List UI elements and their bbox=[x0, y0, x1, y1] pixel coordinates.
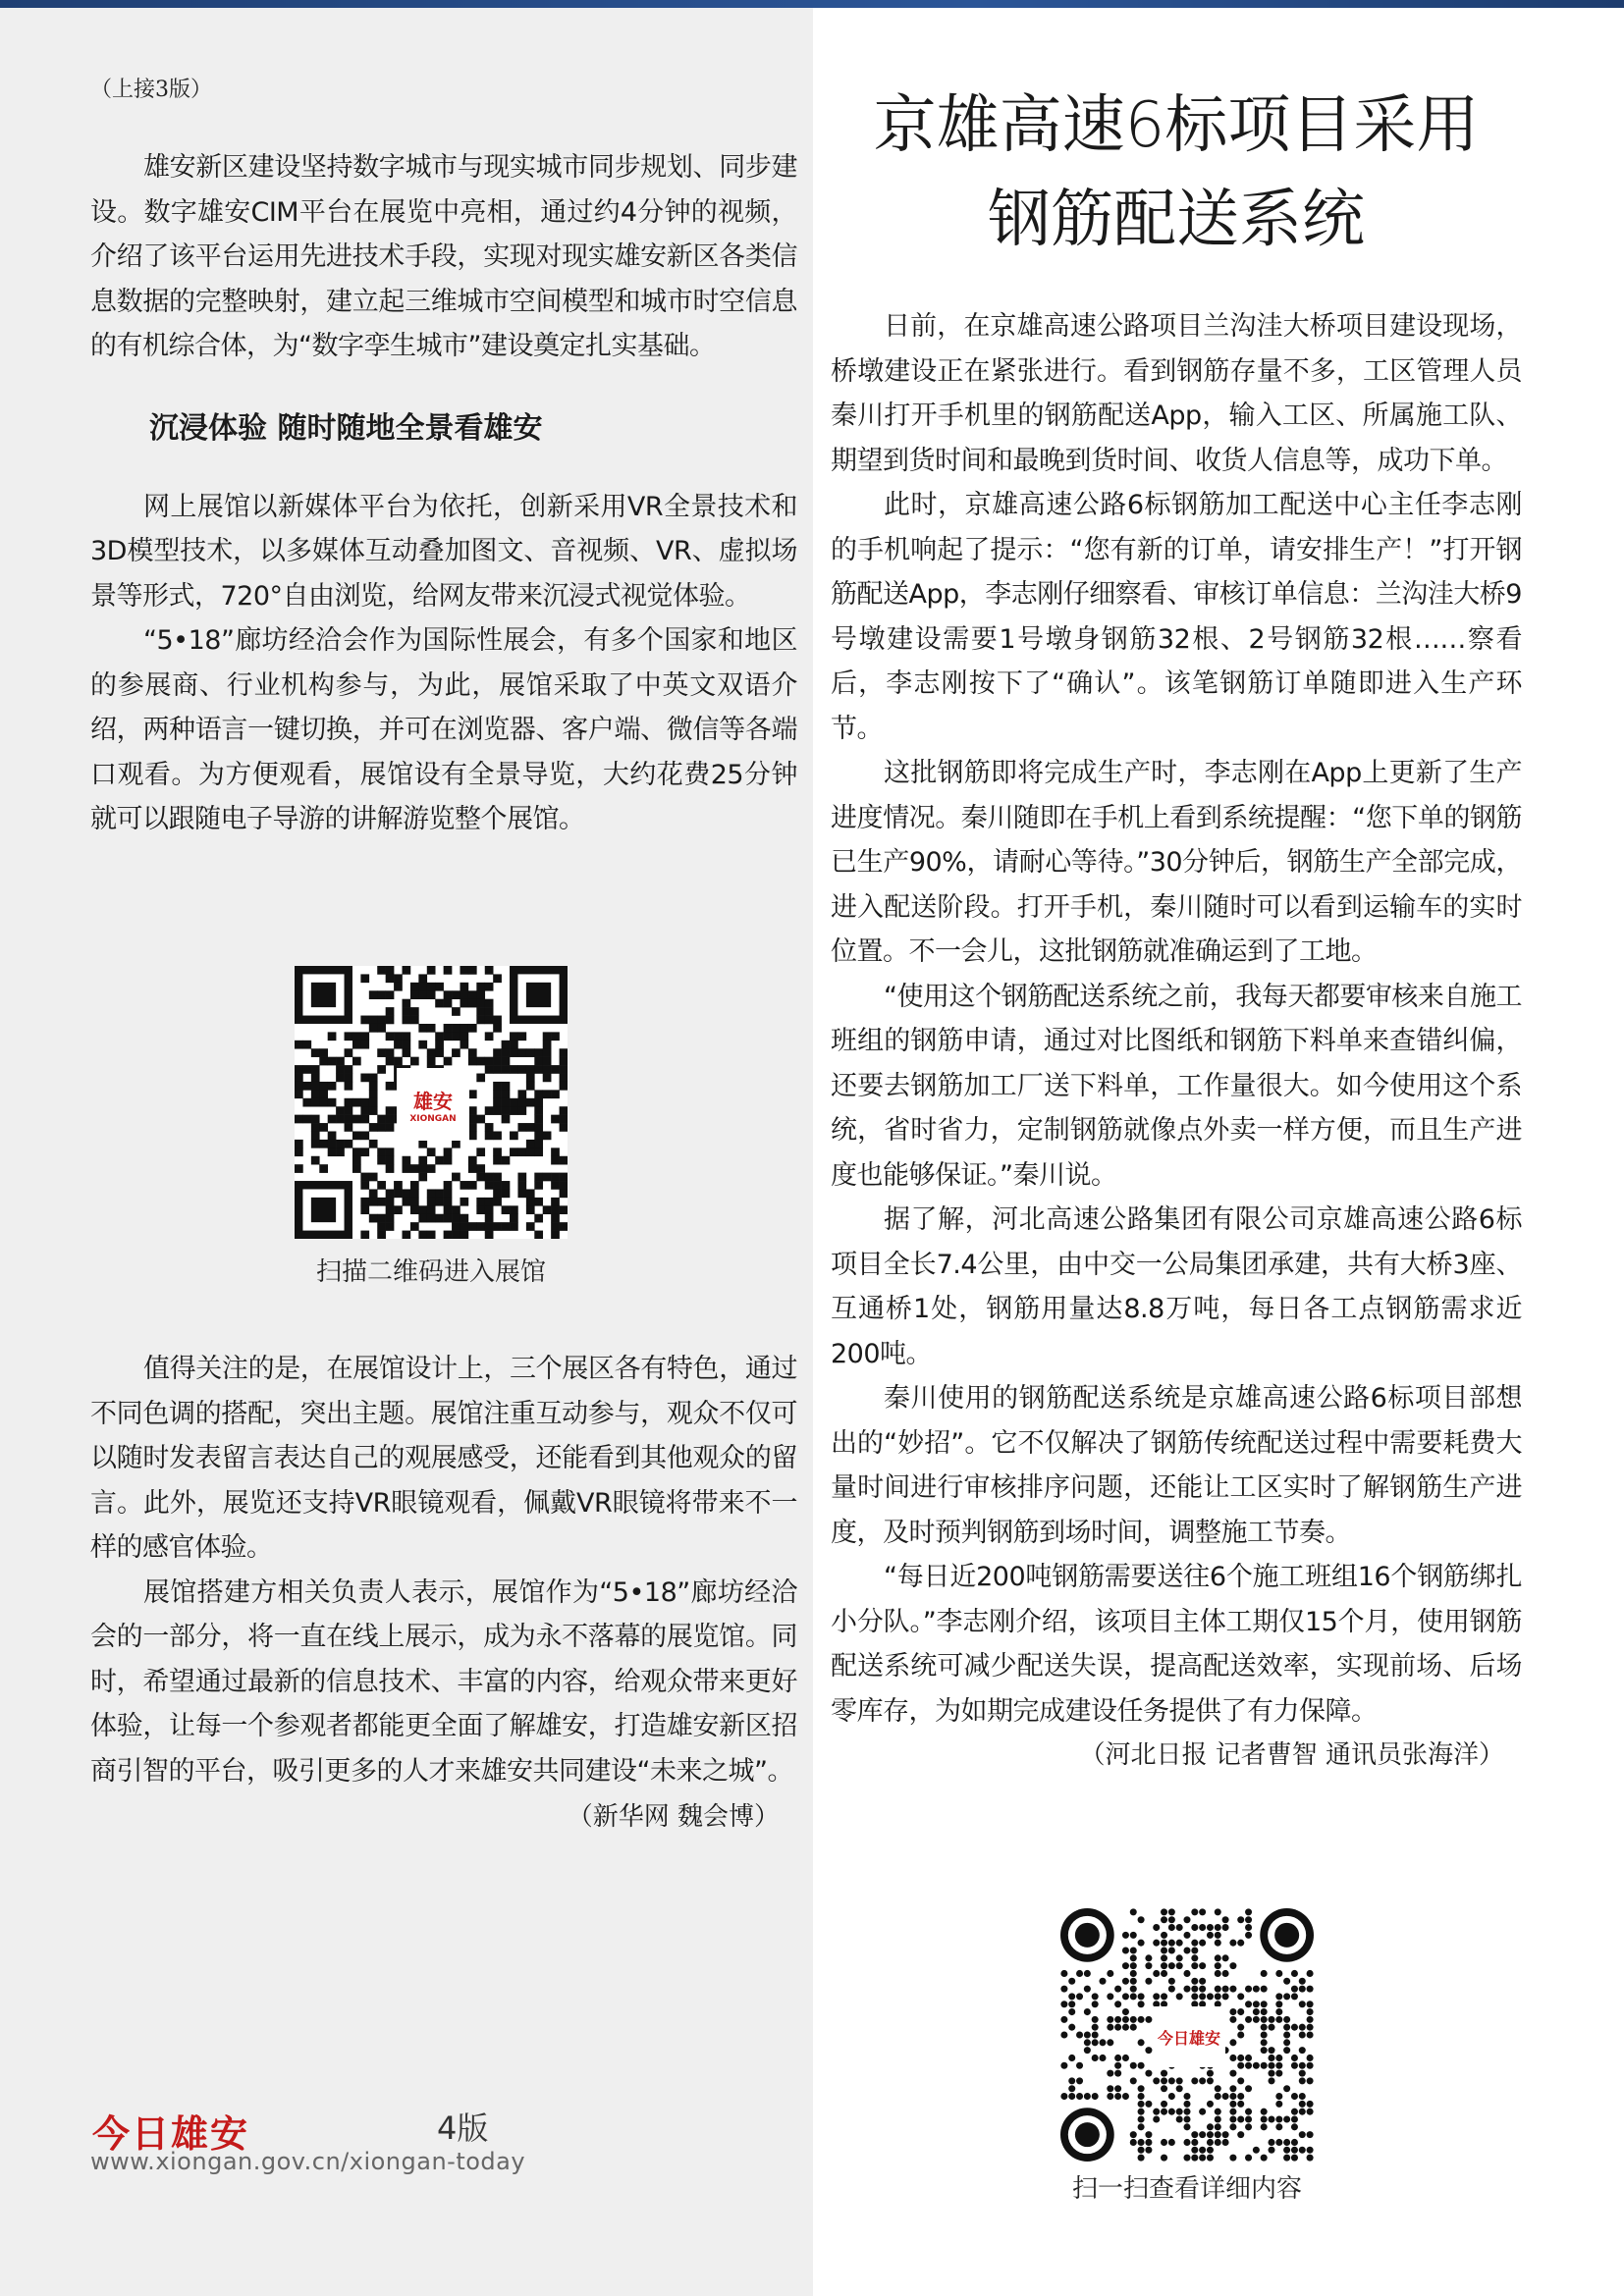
detail-qr-block bbox=[1060, 1908, 1314, 2209]
continued-from-label: （上接3版） bbox=[90, 78, 212, 102]
right-paragraph-4: “使用这个钢筋配送系统之前，我每天都要审核来自施工班组的钢筋申请，通过对比图纸和钢筋下料单来查错纠偏，还要去钢筋加工厂送下料单，工作量很大。如今使用这个系统，省时省力，定制钢筋就像点外卖一样方便，而且生产进度也能够保证。”秦川说。 bbox=[831, 981, 1522, 1191]
brand-logo: 今日雄安 bbox=[92, 2111, 250, 2156]
right-paragraph-1: 日前，在京雄高速公路项目兰沟洼大桥项目建设现场，桥墩建设正在紧张进行。看到钢筋存量不多，工区管理人员秦川打开手机里的钢筋配送App，输入工区、所属施工队、期望到货时间和最晚到货时间、收货人信息等，成功下单。 bbox=[831, 311, 1522, 476]
left-paragraph-5: 展馆搭建方相关负责人表示，展馆作为“5•18”廊坊经洽会的一部分，将一直在线上展示，成为永不落幕的展览馆。同时，希望通过最新的信息技术、丰富的内容，给观众带来更好体验，让每一个参观者都能更全面了解雄安，打造雄安新区招商引智的平台，吸引更多的人才来雄安共同建设“未来之城”。 bbox=[90, 1576, 797, 1787]
left-subheading: 沉浸体验 随时随地全景看雄安 bbox=[149, 410, 543, 446]
left-article-top bbox=[90, 145, 797, 842]
right-byline: （河北日报 记者曹智 通讯员张海洋） bbox=[1079, 1740, 1504, 1770]
exhibition-qr-caption: 扫描二维码进入展馆 bbox=[315, 1257, 546, 1287]
right-article-body bbox=[831, 304, 1522, 1777]
left-article-bottom bbox=[90, 1347, 797, 1839]
article-title-line-2: 钢筋配送系统 bbox=[988, 184, 1365, 256]
qr-logo-text: 雄安 bbox=[413, 1089, 453, 1113]
exhibition-qr-block bbox=[295, 966, 568, 1292]
detail-qr-caption: 扫一扫查看详细内容 bbox=[1071, 2174, 1302, 2204]
left-byline: （新华网 魏会博） bbox=[567, 1802, 780, 1832]
right-paragraph-2: 此时，京雄高速公路6标钢筋加工配送中心主任李志刚的手机响起了提示：“您有新的订单，请安排生产！”打开钢筋配送App，李志刚仔细察看、审核订单信息：兰沟洼大桥9号墩建设需要1号墩身钢筋32根、2号钢筋32根……察看后，李志刚按下了“确认”。该笔钢筋订单随即进入生产环节。 bbox=[831, 490, 1522, 744]
page-number: 4版 bbox=[437, 2109, 489, 2147]
exhibition-qr-code[interactable] bbox=[295, 966, 568, 1239]
top-accent-bar bbox=[0, 0, 1624, 8]
left-paragraph-3: “5•18”廊坊经洽会作为国际性展会，有多个国家和地区的参展商、行业机构参与，为此，展馆采取了中英文双语介绍，两种语言一键切换，并可在浏览器、客户端、微信等各端口观看。为方便观看，展馆设有全景导览，大约花费25分钟就可以跟随电子导游的讲解游览整个展馆。 bbox=[90, 625, 797, 834]
qr-logo-badge-2: 今日雄安 bbox=[1153, 2006, 1225, 2067]
right-paragraph-7: “每日近200吨钢筋需要送往6个施工班组16个钢筋绑扎小分队。”李志刚介绍，该项目主体工期仅15个月，使用钢筋配送系统可减少配送失误，提高配送效率，实现前场、后场零库存，为如期完成建设任务提供了有力保障。 bbox=[831, 1562, 1522, 1727]
qr-logo-subtext: XIONGAN bbox=[409, 1113, 457, 1124]
site-url[interactable]: www.xiongan.gov.cn/xiongan-today bbox=[90, 2148, 526, 2175]
right-paragraph-6: 秦川使用的钢筋配送系统是京雄高速公路6标项目部想出的“妙招”。它不仅解决了钢筋传统配送过程中需要耗费大量时间进行审核排序问题，还能让工区实时了解钢筋生产进度，及时预判钢筋到场时间，调整施工节奏。 bbox=[831, 1383, 1522, 1548]
article-title bbox=[831, 79, 1522, 267]
left-paragraph-4: 值得关注的是，在展馆设计上，三个展区各有特色，通过不同色调的搭配，突出主题。展馆注重互动参与，观众不仅可以随时发表留言表达自己的观展感受，还能看到其他观众的留言。此外，展览还支持VR眼镜观看，佩戴VR眼镜将带来不一样的感官体验。 bbox=[90, 1354, 797, 1563]
detail-qr-code[interactable] bbox=[1060, 1908, 1314, 2162]
right-paragraph-5: 据了解，河北高速公路集团有限公司京雄高速公路6标项目全长7.4公里，由中交一公局集团承建，共有大桥3座、互通桥1处，钢筋用量达8.8万吨，每日各工点钢筋需求近200吨。 bbox=[831, 1204, 1522, 1369]
article-title-line-1: 京雄高速6标项目采用 bbox=[873, 89, 1480, 162]
left-paragraph-2: 网上展馆以新媒体平台为依托，创新采用VR全景技术和3D模型技术，以多媒体互动叠加图文、音视频、VR、虚拟场景等形式，720°自由浏览，给网友带来沉浸式视觉体验。 bbox=[90, 491, 797, 612]
left-paragraph-1: 雄安新区建设坚持数字城市与现实城市同步规划、同步建设。数字雄安CIM平台在展览中亮相，通过约4分钟的视频，介绍了该平台运用先进技术手段，实现对现实雄安新区各类信息数据的完整映射，建立起三维城市空间模型和城市时空信息的有机综合体，为“数字孪生城市”建设奠定扎实基础。 bbox=[90, 152, 797, 361]
qr-logo-badge bbox=[397, 1068, 469, 1141]
right-paragraph-3: 这批钢筋即将完成生产时，李志刚在App上更新了生产进度情况。秦川随即在手机上看到系统提醒：“您下单的钢筋已生产90%，请耐心等待。”30分钟后，钢筋生产全部完成，进入配送阶段。打开手机，秦川随时可以看到运输车的实时位置。不一会儿，这批钢筋就准确运到了工地。 bbox=[831, 758, 1522, 967]
